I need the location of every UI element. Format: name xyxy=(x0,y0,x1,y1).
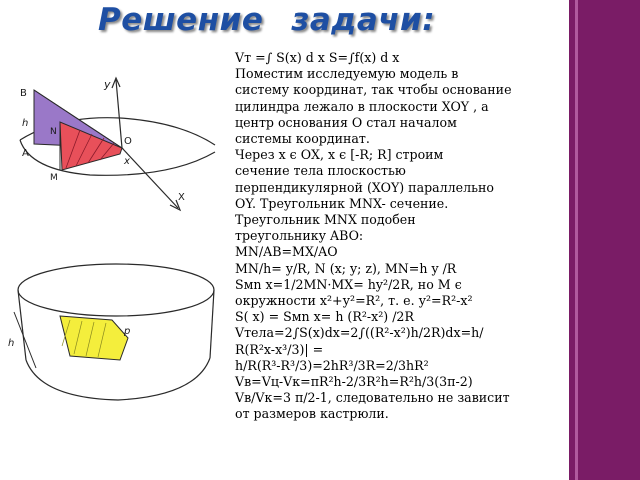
text-line: R(R²x-x³/3)| = xyxy=(235,341,324,357)
text-line: от размеров кастрюли. xyxy=(235,406,389,422)
text-line: Sмn x=1/2MN·MX= hy²/2R, но М є xyxy=(235,276,462,292)
text-line: ОY. Треугольник MNX- сечение. xyxy=(235,195,449,211)
label-h: h xyxy=(22,118,29,129)
text-line: системы координат. xyxy=(235,131,370,147)
label-x-point: x xyxy=(124,156,130,167)
x-axis xyxy=(122,148,178,208)
text-line: Vтела=2∫S(x)dx=2∫((R²-x²)h/2R)dx=h/ xyxy=(235,325,484,341)
cylinder-top xyxy=(18,264,214,316)
title-word-problem: задачи: xyxy=(291,2,436,38)
side-bar-stripe xyxy=(575,0,578,480)
cyl-label-p: p xyxy=(124,326,131,337)
cylinder-bottom xyxy=(26,358,210,400)
text-line: Vт =∫ S(x) d x S=∫f(x) d x xyxy=(235,50,400,65)
solution-text xyxy=(235,50,568,423)
wedge-diagram xyxy=(0,60,232,220)
text-line: Vв/Vк=3 π/2-1, следовательно не зависит xyxy=(235,390,510,406)
text-line: h/R(R³-R³/3)=2hR³/3R=2/3hR² xyxy=(235,357,429,373)
text-line: цилиндра лежало в плоскости XOY , а xyxy=(235,98,489,114)
label-y: y xyxy=(104,78,111,91)
label-m: M xyxy=(50,173,58,183)
text-line: S( x) = Sмn x= h (R²-x²) /2R xyxy=(235,309,414,325)
text-line: центр основания О стал началом xyxy=(235,114,457,130)
y-axis xyxy=(116,80,122,148)
text-line: перпендикулярной (XOY) параллельно xyxy=(235,179,494,195)
text-line: MN/AB=MX/AO xyxy=(235,244,338,260)
text-line: окружности х²+у²=R², т. е. у²=R²-х² xyxy=(235,293,473,309)
label-a: A xyxy=(22,148,29,159)
cylinder-diagram xyxy=(0,250,232,420)
text-line: систему координат, так чтобы основание xyxy=(235,82,512,98)
text-line: Через х є ОХ, х є [-R; R] строим xyxy=(235,147,444,163)
label-x-axis: X xyxy=(178,192,185,203)
label-o: O xyxy=(124,136,132,147)
text-line: Vв=Vц-Vк=πR²h-2/3R²h=R²h/3(3π-2) xyxy=(235,374,473,390)
cyl-label-h: h xyxy=(8,338,15,349)
slide-title xyxy=(98,2,435,38)
label-b: B xyxy=(20,88,27,99)
label-n: N xyxy=(50,127,57,137)
slide-side-bar xyxy=(569,0,640,480)
text-line: Треугольник MNX подобен xyxy=(235,212,416,228)
text-line: MN/h= y/R, N (x; y; z), MN=h y /R xyxy=(235,260,457,276)
text-line: сечение тела плоскостью xyxy=(235,163,406,179)
text-line: треугольнику ABO: xyxy=(235,228,364,244)
text-line: Поместим исследуемую модель в xyxy=(235,66,459,82)
title-word-solution: Решение xyxy=(98,2,264,38)
